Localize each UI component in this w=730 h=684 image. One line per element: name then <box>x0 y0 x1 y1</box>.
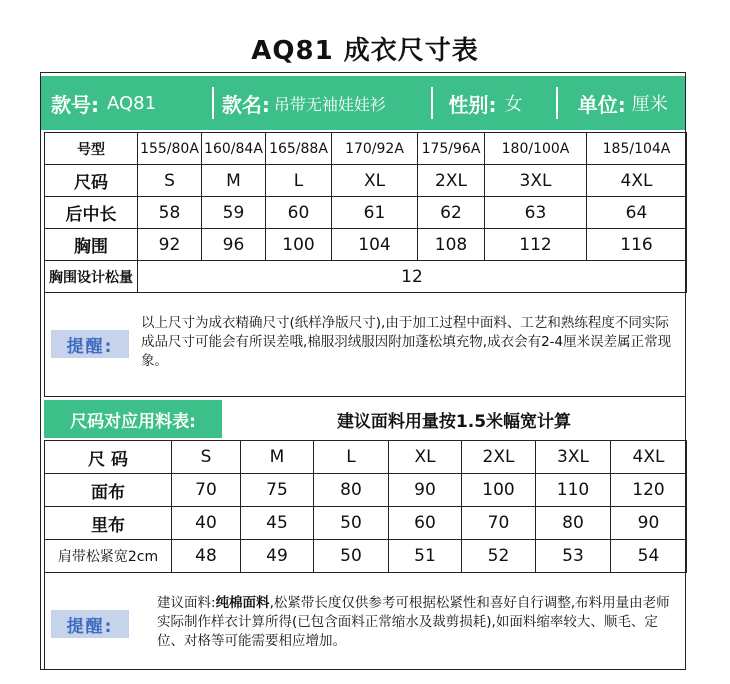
model-cell: 160/84A <box>202 133 266 165</box>
reminder-bold: 纯棉面料 <box>215 595 270 611</box>
fabric-size-cell: L <box>314 441 389 474</box>
shell-fabric-row-header: 面布 <box>45 474 172 507</box>
size-row-header: 尺码 <box>45 165 138 197</box>
model-cell: 180/100A <box>485 133 587 165</box>
gender-label: 性别: <box>448 92 497 117</box>
size-cell: S <box>138 165 202 197</box>
reminder-box <box>44 292 686 397</box>
lining-cell: 40 <box>172 507 241 540</box>
ease-value: 12 <box>138 261 687 293</box>
shell-fabric-cell: 110 <box>536 474 611 507</box>
fabric-size-cell: S <box>172 441 241 474</box>
style-name-value: 吊带无袖娃娃衫 <box>273 94 386 114</box>
fabric-size-cell: 3XL <box>536 441 611 474</box>
gender-cell <box>433 76 556 130</box>
shell-fabric-cell: 100 <box>462 474 536 507</box>
chest-cell: 92 <box>138 229 202 261</box>
shell-fabric-cell: 70 <box>172 474 241 507</box>
model-cell: 155/80A <box>138 133 202 165</box>
unit-cell <box>558 76 685 130</box>
style-name-label: 款名: <box>221 92 270 117</box>
model-cell: 170/92A <box>332 133 418 165</box>
fabric-section-tab: 尺码对应用料表: <box>44 400 222 438</box>
lining-cell: 60 <box>389 507 462 540</box>
reminder-prefix: 建议面料: <box>157 595 216 611</box>
strap-cell: 49 <box>241 540 314 573</box>
unit-value: 厘米 <box>631 94 668 115</box>
chest-cell: 108 <box>418 229 485 261</box>
reminder-text-2 <box>157 594 673 651</box>
fabric-size-cell: 4XL <box>611 441 687 474</box>
model-cell: 165/88A <box>266 133 332 165</box>
model-cell: 175/96A <box>418 133 485 165</box>
model-cell: 185/104A <box>587 133 687 165</box>
strap-row-header: 肩带松紧宽2cm <box>45 540 172 573</box>
back-length-cell: 64 <box>587 197 687 229</box>
reminder-box-2 <box>44 568 686 670</box>
back-length-cell: 58 <box>138 197 202 229</box>
chest-row-header: 胸围 <box>45 229 138 261</box>
fabric-size-cell: M <box>241 441 314 474</box>
strap-cell: 50 <box>314 540 389 573</box>
back-length-cell: 60 <box>266 197 332 229</box>
size-cell: 3XL <box>485 165 587 197</box>
fabric-size-row-header: 尺 码 <box>45 441 172 474</box>
gender-value: 女 <box>504 94 523 115</box>
chest-cell: 100 <box>266 229 332 261</box>
lining-cell: 50 <box>314 507 389 540</box>
strap-cell: 54 <box>611 540 687 573</box>
shell-fabric-row <box>45 474 687 507</box>
reminder-text: 以上尺寸为成衣精确尺寸(纸样净版尺寸),由于加工过程中面料、工艺和熟练程度不同实际成品尺寸可能会有所误差哦,棉服羽绒服因附加蓬松填充物,成衣会有2-4厘米误差属正常现象。 <box>141 315 672 369</box>
model-row <box>45 133 687 165</box>
chest-cell: 96 <box>202 229 266 261</box>
back-length-cell: 63 <box>485 197 587 229</box>
lining-row-header: 里布 <box>45 507 172 540</box>
strap-cell: 51 <box>389 540 462 573</box>
strap-cell: 53 <box>536 540 611 573</box>
chest-cell: 116 <box>587 229 687 261</box>
ease-row <box>45 261 687 293</box>
chest-row <box>45 229 687 261</box>
chest-cell: 104 <box>332 229 418 261</box>
fabric-size-cell: XL <box>389 441 462 474</box>
shell-fabric-cell: 75 <box>241 474 314 507</box>
lining-cell: 45 <box>241 507 314 540</box>
fabric-size-row <box>45 441 687 474</box>
size-cell: 2XL <box>418 165 485 197</box>
header-band <box>41 76 685 130</box>
back-length-cell: 62 <box>418 197 485 229</box>
reminder-body: ,松紧带长度仅供参考可根据松紧性和喜好自行调整,布料用量由老师实际制作样衣计算所得(已包含面料正常缩水及裁剪损耗),如面料缩率较大、顺毛、定位、对格等可能需要相应增加。 <box>157 595 670 649</box>
lining-cell: 80 <box>536 507 611 540</box>
shell-fabric-cell: 120 <box>611 474 687 507</box>
model-row-header: 号型 <box>45 133 138 165</box>
reminder-label: 提醒: <box>51 330 129 358</box>
fabric-table <box>44 440 687 573</box>
back-length-cell: 61 <box>332 197 418 229</box>
lining-row <box>45 507 687 540</box>
style-name-cell <box>214 76 431 130</box>
size-cell: XL <box>332 165 418 197</box>
shell-fabric-cell: 80 <box>314 474 389 507</box>
back-length-row <box>45 197 687 229</box>
style-no-value: AQ81 <box>107 92 157 114</box>
size-cell: 4XL <box>587 165 687 197</box>
lining-cell: 70 <box>462 507 536 540</box>
ease-row-header: 胸围设计松量 <box>45 261 138 293</box>
reminder-label-2: 提醒: <box>51 610 129 638</box>
lining-cell: 90 <box>611 507 687 540</box>
page-title: AQ81 成衣尺寸表 <box>251 36 479 66</box>
chest-cell: 112 <box>485 229 587 261</box>
style-no-cell <box>41 76 212 130</box>
unit-label: 单位: <box>577 92 626 117</box>
size-table <box>44 132 687 293</box>
fabric-recommendation: 建议面料用量按1.5米幅宽计算 <box>336 411 572 432</box>
back-length-cell: 59 <box>202 197 266 229</box>
back-length-row-header: 后中长 <box>45 197 138 229</box>
size-cell: M <box>202 165 266 197</box>
strap-cell: 52 <box>462 540 536 573</box>
strap-cell: 48 <box>172 540 241 573</box>
size-row <box>45 165 687 197</box>
shell-fabric-cell: 90 <box>389 474 462 507</box>
size-cell: L <box>266 165 332 197</box>
fabric-size-cell: 2XL <box>462 441 536 474</box>
style-no-label: 款号: <box>51 92 99 117</box>
